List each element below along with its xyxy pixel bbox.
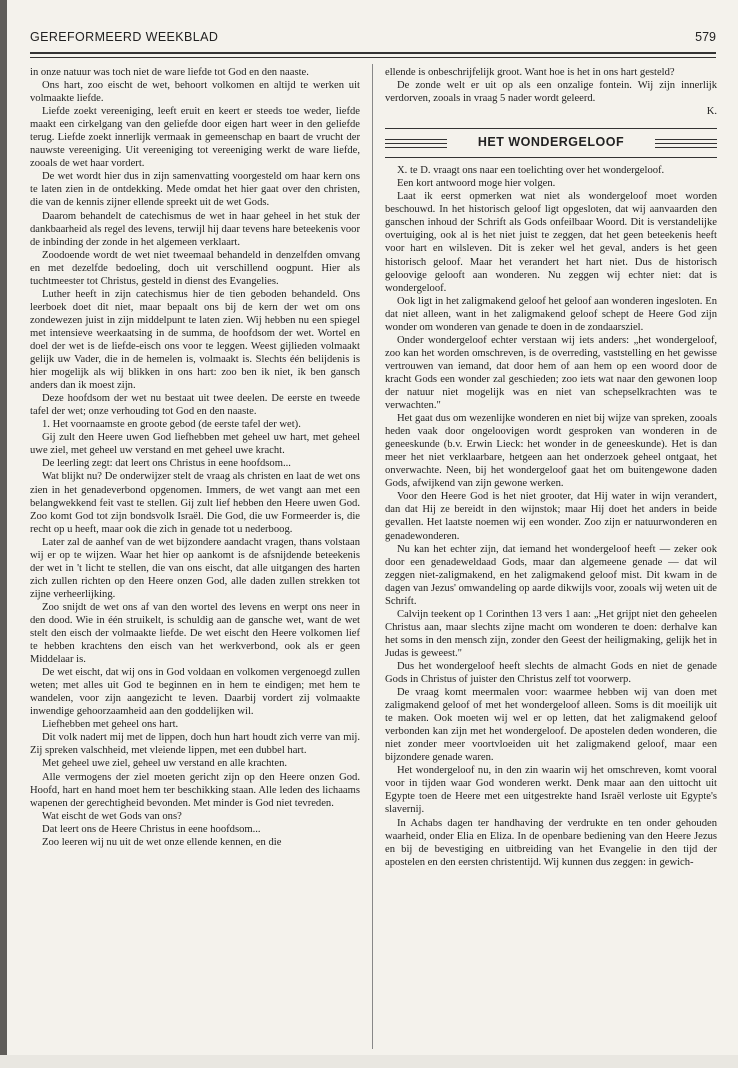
paragraph: Calvijn teekent op 1 Corinthen 13 vers 1 aan: „Het grijpt niet den geheelen Christus aan, maar slechts zijne macht om wonderen te doen: derhalve kan het soms in den mensch zijn, zonder den Geest der heiligmaking, gelijk het in Judas is geweest." bbox=[385, 608, 717, 659]
paragraph: Luther heeft in zijn catechismus hier de tien geboden behandeld. Ons leerboek doet dit niet, maar bepaalt ons bij de kern der wet om ons zondewezen juist in zijn middelpunt te laten zien. Wij hebben nu een spiegel met intensieve weerkaatsing in de summa, de hoofdsom der wet. Wortel en doel der wet is de liefde-eisch ons voor te leggen. Weest gijlieden volmaakt gelijk uw Vader, die in de hemelen is, volmaakt is. Slechts één belijdenis is hier mogelijk als wij blikken in ons hart: zoo ben ik niet, ik ben gansch anders dan ik moest zijn. bbox=[30, 288, 360, 392]
paragraph: Ook ligt in het zaligmakend geloof het geloof aan wonderen ingesloten. En dat niet alleen, want in het zaligmakend geloof schept de Heere God zijn wonder om wonderen van genade te doen in de zondaarsziel. bbox=[385, 295, 717, 333]
author-signature: K. bbox=[706, 106, 717, 118]
paragraph: Wat blijkt nu? De onderwijzer stelt de vraag als christen en laat de wet ons zien in het genadeverbond opgenomen. Immers, de wet vangt aan met een belangwekkend feit vast te stellen. Gij zult lief hebben den Heere uwen God. Zoo komt God tot zijn bondsvolk Israël. Die God, die uw Formeerder is, die recht op u heeft, maar ook die zich in genade tot u nederboog. bbox=[30, 471, 360, 535]
page-header bbox=[30, 30, 716, 52]
section-header bbox=[385, 128, 717, 158]
paragraph: Nu kan het echter zijn, dat iemand het wondergeloof heeft — zeker ook door een genadeweldaad Gods, maar dan algemeene genade — dat wil zeggen niet-zaligmakend, en het zaligmakend geloof mist. Dit kwam in de dagen van Jezus' omwandeling op aarde dikwijls voor, zooals wij weten uit de Schrift. bbox=[385, 543, 717, 607]
section-rule-top bbox=[385, 128, 717, 129]
section-rule-bottom bbox=[385, 157, 717, 158]
paragraph: 1. Het voornaamste en groote gebod (de eerste tafel der wet). bbox=[42, 419, 301, 431]
paragraph: Het wondergeloof nu, in den zin waarin wij het omschreven, komt vooral voor in tijden waar God wonderen werkt. Denk maar aan den uittocht uit Egypte toen de Heere met een uitgestrekte hand Israël verloste uit Egypte's slavernij. bbox=[385, 765, 717, 816]
paragraph: Een kort antwoord moge hier volgen. bbox=[397, 178, 556, 190]
page-number: 579 bbox=[695, 30, 716, 44]
paragraph: De wet wordt hier dus in zijn samenvatting voorgesteld om haar kern ons te laten zien in de ontdekking. Mede omdat het hier gaat over den christen, die van de kennis zijner ellende spreekt uit de wet Gods. bbox=[30, 171, 360, 209]
paragraph: Daarom behandelt de catechismus de wet in haar geheel in het stuk der dankbaarheid als regel des levens, terwijl hij daar tevens hare beteekenis voor de inbinding der zonde in het algemeen verklaart. bbox=[30, 210, 360, 248]
paragraph: X. te D. vraagt ons naar een toelichting over het wondergeloof. bbox=[397, 165, 665, 177]
paragraph: De leerling zegt: dat leert ons Christus in eene hoofdsom... bbox=[42, 458, 291, 470]
paragraph: Het gaat dus om wezenlijke wonderen en niet bij wijze van spreken, zooals heden vaak door ongeloovigen wordt gesproken van wonderen in de geneeskunde (b.v. Erwin Lieck: het wonder in de geneeskunde). Het is dan meer het niet verklaarbare, hetgeen aan het onderzoek geheel ontgaat, het onverwachte. Neen, bij het wondergeloof gaat het om buitengewone daden Gods, afwijkend van zijn gewone werken. bbox=[385, 413, 717, 490]
section-title: HET WONDERGELOOF bbox=[477, 135, 625, 150]
page-bottom-margin bbox=[0, 1055, 738, 1068]
header-rule-thin bbox=[30, 57, 716, 58]
paragraph: Voor den Heere God is het niet grooter, dat Hij water in wijn verandert, dan dat Hij ze bereidt in den wijnstok; maar Hij doet het anders in beide gevallen. Het laatste noemen wij een wonder. Zoo zijn er natuurwonderen en genadewonderen. bbox=[385, 491, 717, 542]
left-column bbox=[30, 66, 360, 849]
paragraph: ellende is onbeschrijfelijk groot. Want hoe is het in ons hart gesteld? bbox=[385, 67, 675, 78]
paragraph: Liefhebben met geheel ons hart. bbox=[42, 719, 179, 731]
paragraph: Laat ik eerst opmerken wat niet als wondergeloof moet worden beschouwd. In het historisch geloof ligt opgesloten, dat wij aanvaarden den ganschen inhoud der Schrift als Gods onfeilbaar Woord. Dit is verstandelijke overtuiging, ook al is het niet juist te zeggen, dat het geen beteekenis heeft voor hart en wilsleven. Dit is zeker wel het geval, anders is het geen historisch geloof. Maar het verandert het hart niet. Dus de historisch geloovige gelooft aan wonderen. Nu zeggen wij echter niet: dat is wondergeloof. bbox=[385, 191, 717, 294]
paragraph: in onze natuur was toch niet de ware liefde tot God en den naaste. bbox=[30, 67, 309, 78]
paragraph: De vraag komt meermalen voor: waarmee hebben wij van doen met zaligmakend geloof of met het wondergeloof alleen. Soms is dit moeilijk uit te maken. Ook moeten wij wel er op letten, dat het zaligmakend geloof verbonden kan zijn met het wondergeloof. De apostelen deden wonderen, die niet zonder meer voortvloeiden uit het zaligmakend geloof, maar een bijzondere genade waren. bbox=[385, 687, 717, 764]
paragraph: Met geheel uwe ziel, geheel uw verstand en alle krachten. bbox=[42, 758, 288, 770]
header-rule-thick bbox=[30, 52, 716, 54]
paragraph: Alle vermogens der ziel moeten gericht zijn op den Heere onzen God. Hoofd, hart en hand moet hem ter beschikking staan. Alle leden des lichaams wapenen der gerechtigheid bevonden. Met minder is God niet tevreden. bbox=[30, 771, 360, 809]
paragraph: Ons hart, zoo eischt de wet, behoort volkomen en altijd te werken uit volmaakte liefde. bbox=[30, 80, 360, 105]
paragraph: Gij zult den Heere uwen God liefhebben met geheel uw hart, met geheel uwe ziel, met geheel uw verstand en met geheel uwe kracht. bbox=[30, 432, 360, 457]
paragraph: Dit volk nadert mij met de lippen, doch hun hart houdt zich verre van mij. Zij spreken valschheid, met vleiende lippen, met een dubbel hart. bbox=[30, 732, 360, 757]
paragraph: Wat eischt de wet Gods van ons? bbox=[42, 810, 182, 822]
journal-title: GEREFORMEERD WEEKBLAD bbox=[30, 30, 219, 44]
paragraph: Deze hoofdsom der wet nu bestaat uit twee deelen. De eerste en tweede tafel der wet; onze verhouding tot God en den naaste. bbox=[30, 393, 360, 418]
paragraph: Onder wondergeloof echter verstaan wij iets anders: „het wondergeloof, zoo kan het worden omschreven, is de overreding, vaststelling en het gewisse vertrouwen van iemand, dat door hem of aan hem op een woord door de kracht Gods een wonder zal geschieden; zoo iets wat naar den gewonen loop der natuur niet mogelijk was en niet van schepselkrachten was te verwachten." bbox=[385, 334, 717, 412]
paragraph: In Achabs dagen ter handhaving der verdrukte en ten onder gehouden waarheid, onder Elia en Eliza. In de openbare bediening van den Heere Jezus en bij de bevestiging en uitbreiding van het Evangelie in den tijd der apostelen en den eersten christentijd. Wij kunnen dus zeggen: in gewich- bbox=[385, 817, 717, 868]
paragraph: Dat leert ons de Heere Christus in eene hoofdsom... bbox=[42, 823, 261, 835]
paragraph: Zoo snijdt de wet ons af van den wortel des levens en werpt ons neer in den dood. Wie in één struikelt, is schuldig aan de gansche wet, want de wet stelt den eisch der volmaakte liefde. De wet eischt den Heere volkomen lief te hebben krachtens den eisch van het werkverbond, ook als er geen Middelaar is. bbox=[30, 601, 360, 666]
paragraph: Dus het wondergeloof heeft slechts de almacht Gods en niet de genade Gods in Christus of juister den Christus zelf tot voorwerp. bbox=[385, 660, 717, 686]
paragraph: De wet eischt, dat wij ons in God voldaan en volkomen vergenoegd zullen weten; met alles uit God te beginnen en in hem te eindigen; met hem te wandelen, voor zijn aangezicht te leven. Daarbij vordert zij volmaakte inwendige gehoorzaamheid aan den goddelijken wil. bbox=[30, 667, 360, 718]
column-divider bbox=[372, 64, 373, 1049]
paragraph: Zoo leeren wij nu uit de wet onze ellende kennen, en die bbox=[42, 836, 282, 848]
right-column bbox=[385, 66, 717, 869]
paragraph: De zonde welt er uit op als een onzalige fontein. Wij zijn innerlijk verdorven, zooals in vraag 5 nader wordt geleerd. bbox=[385, 80, 717, 105]
page-edge-shadow bbox=[0, 0, 7, 1068]
paragraph: Zoodoende wordt de wet niet tweemaal behandeld in denzelfden omvang en met dezelfde bedoeling, doch uit verschillend oogpunt. Hier als tuchtmeester tot Christus, gesteld in dienst des Evangelies. bbox=[30, 249, 360, 287]
paragraph: Later zal de aanhef van de wet bijzondere aandacht vragen, thans volstaan wij er op te wijzen. Waar het hier op aankomt is de afsnijdende beteekenis der wet in 't licht te stellen, die van ons eischt, dat alle uitgangen des harten zich zullen richten op den Heere onzen God, alle daden zullen strekken tot zijne verheerlijking. bbox=[30, 536, 360, 600]
paragraph: Liefde zoekt vereeniging, leeft eruit en keert er steeds toe weder, liefde maakt een cirkelgang van den geliefde door eigen hart weer in den geliefde terug. Liefde zoekt innerlijk vermaak in gemeenschap en baart de vrucht der nauwste vereeniging. Uit vereeniging tot vereeniging werkt de ware liefde, zooals de wet haar vordert. bbox=[30, 106, 360, 170]
